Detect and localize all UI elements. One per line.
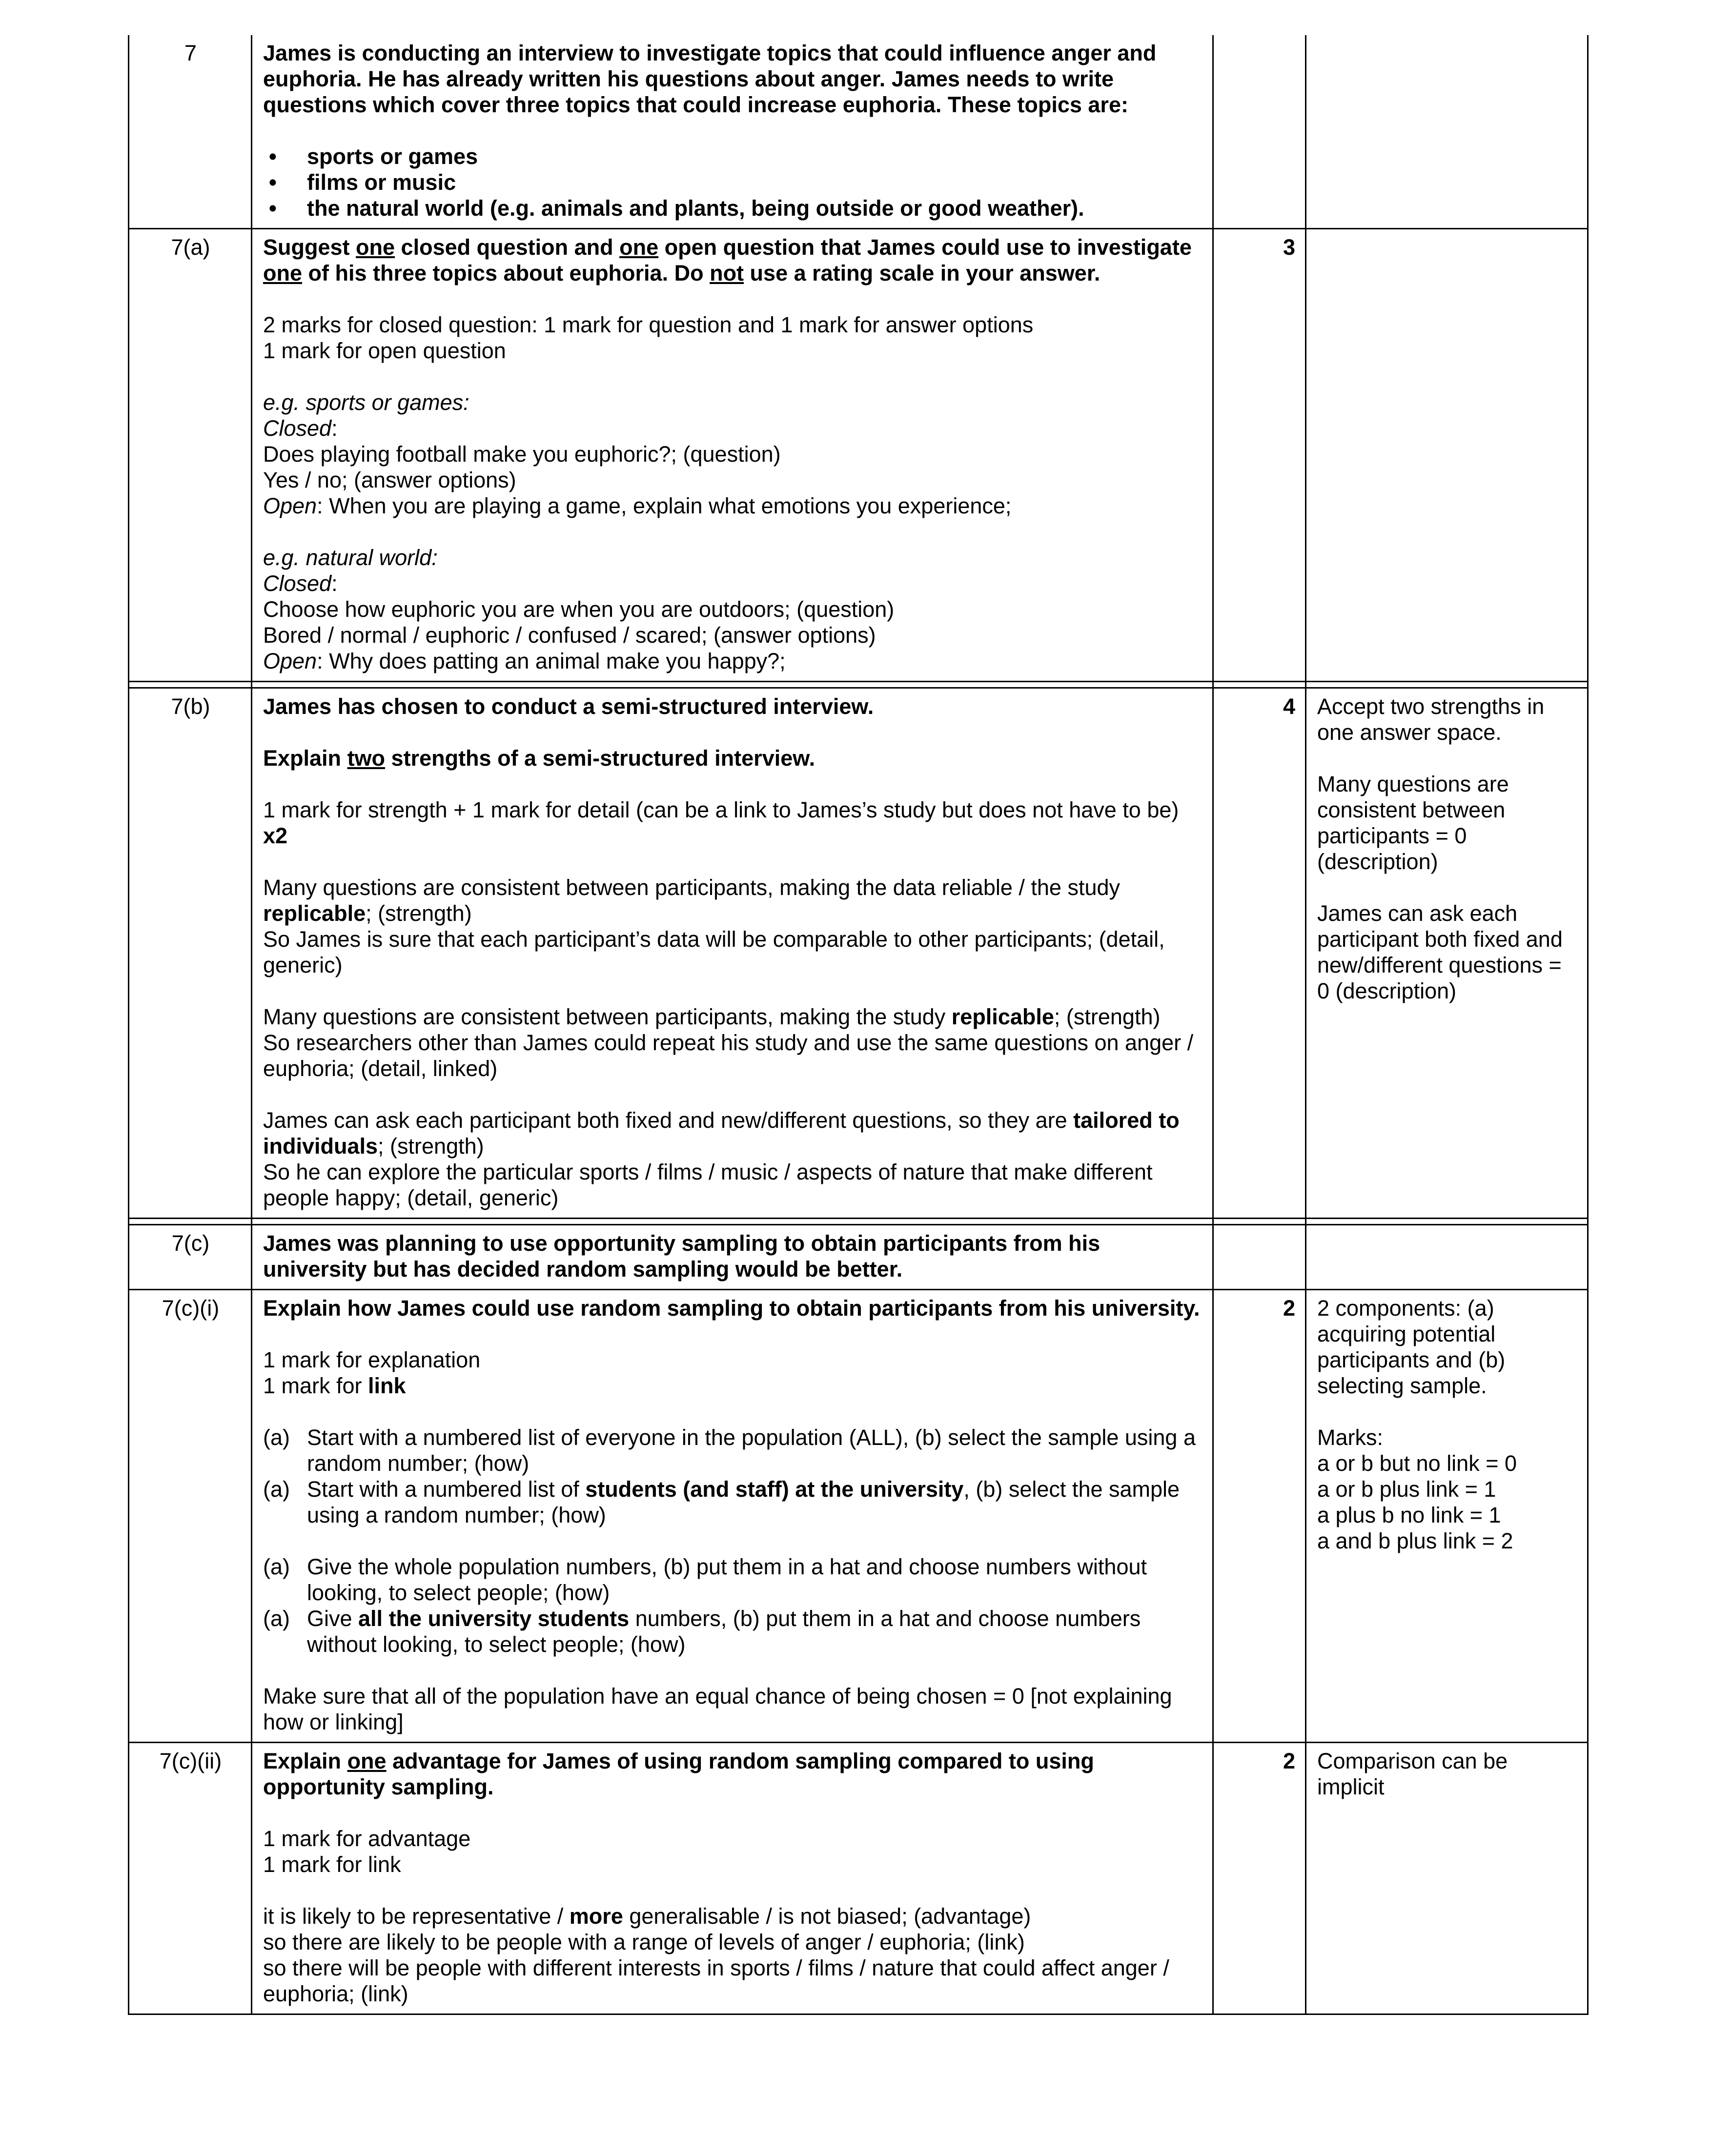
row-separator: [129, 1219, 1588, 1225]
answer-strength: James can ask each participant both fixed and new/different questions, so they are tailored to individuals; (strength): [263, 1108, 1180, 1159]
question-cell: [252, 35, 1213, 229]
mark-scheme-page: [128, 35, 1587, 2015]
guidance-text: Comparison can be implicit: [1317, 1749, 1508, 1799]
example-title: e.g. sports or games:: [263, 390, 469, 415]
answer-item: (a) Start with a numbered list of everyone in the population (ALL), (b) select the sample using a random number; (how): [263, 1425, 1196, 1476]
mark-rule: 1 mark for strength + 1 mark for detail (can be a link to James’s study but does not have to be): [263, 797, 1179, 822]
question-number: 7: [129, 35, 252, 229]
row-separator: [129, 682, 1588, 688]
guidance-cell: [1306, 1225, 1588, 1290]
answer-detail: So he can explore the particular sports / films / music / aspects of nature that make different people happy; (detail, generic): [263, 1159, 1153, 1210]
example-line: Yes / no; (answer options): [263, 468, 516, 492]
row-q7b: [129, 688, 1588, 1219]
topic-item: • sports or games: [263, 143, 1202, 169]
mark-multiplier: x2: [263, 823, 288, 848]
guidance-cell: [1306, 35, 1588, 229]
answer-item: (a) Give all the university students numbers, (b) put them in a hat and choose numbers without looking, to select people; (how): [263, 1606, 1141, 1657]
mark-rule: 2 marks for closed question: 1 mark for question and 1 mark for answer options: [263, 312, 1034, 337]
answer-advantage: it is likely to be representative / more generalisable / is not biased; (advantage): [263, 1904, 1031, 1929]
question-stem: James is conducting an interview to investigate topics that could influence anger and euphoria. He has already written his questions about anger. James needs to write questions which cover three topics that could increase euphoria. These topics are:: [263, 41, 1157, 117]
row-q7a: [129, 229, 1588, 682]
row-q7: [129, 35, 1588, 229]
question-text: Suggest one closed question and one open question that James could use to investigate one of his three topics about euphoria. Do not use a rating scale in your answer.: [263, 235, 1192, 285]
zero-mark-note: Make sure that all of the population have an equal chance of being chosen = 0 [not explaining how or linking]: [263, 1684, 1172, 1734]
answer-detail: So researchers other than James could repeat his study and use the same questions on anger / euphoria; (detail, linked): [263, 1030, 1194, 1081]
question-cell: [252, 1225, 1213, 1290]
mark-rule: 1 mark for explanation: [263, 1347, 481, 1372]
marks-cell: [1213, 1225, 1306, 1290]
guidance-text: 2 components: (a) acquiring potential participants and (b) selecting sample.: [1317, 1296, 1506, 1398]
mark-scheme-table: [128, 35, 1589, 2015]
mark-rule: 1 mark for open question: [263, 338, 506, 363]
mark-rule: 1 mark for link: [263, 1373, 406, 1398]
example-title: e.g. natural world:: [263, 545, 438, 570]
topic-list: [263, 143, 1202, 221]
answer-strength: Many questions are consistent between participants, making the data reliable / the study replicable; (strength): [263, 875, 1121, 926]
marks-cell: [1213, 35, 1306, 229]
example-line: Open: When you are playing a game, explain what emotions you experience;: [263, 493, 1012, 518]
question-stem: James has chosen to conduct a semi-structured interview.: [263, 694, 874, 719]
guidance-cell: [1306, 688, 1588, 1219]
guidance-cell: [1306, 1290, 1588, 1743]
question-stem: James was planning to use opportunity sampling to obtain participants from his university but has decided random sampling would be better.: [263, 1231, 1101, 1281]
marks-cell: 3: [1213, 229, 1306, 682]
example-line: Choose how euphoric you are when you are outdoors; (question): [263, 597, 895, 622]
marks-cell: 2: [1213, 1743, 1306, 2014]
question-number: 7(c)(i): [129, 1290, 252, 1743]
question-number: 7(a): [129, 229, 252, 682]
question-task: Explain two strengths of a semi-structured interview.: [263, 746, 815, 771]
example-line: Open: Why does patting an animal make you happy?;: [263, 649, 786, 673]
question-number: 7(c): [129, 1225, 252, 1290]
mark-rule: 1 mark for advantage: [263, 1826, 471, 1851]
question-number: 7(c)(ii): [129, 1743, 252, 2014]
answer-cell: [252, 229, 1213, 682]
guidance-text: a or b plus link = 1: [1317, 1477, 1496, 1502]
answer-link: so there will be people with different interests in sports / films / nature that could affect anger / euphoria; (link): [263, 1955, 1169, 2006]
guidance-text: Marks:: [1317, 1425, 1383, 1450]
topic-item: • the natural world (e.g. animals and plants, being outside or good weather).: [263, 195, 1202, 221]
question-task: Explain one advantage for James of using random sampling compared to using opportunity sampling.: [263, 1749, 1094, 1799]
answer-detail: So James is sure that each participant’s data will be comparable to other participants; (detail, generic): [263, 927, 1165, 977]
question-number: 7(b): [129, 688, 252, 1219]
guidance-text: a plus b no link = 1: [1317, 1503, 1501, 1527]
answer-item: (a) Start with a numbered list of students (and staff) at the university, (b) select the sample using a random number; (how): [263, 1477, 1180, 1527]
closed-label: Closed:: [263, 571, 338, 596]
guidance-text: Accept two strengths in one answer space.: [1317, 694, 1545, 745]
topic-item: • films or music: [263, 169, 1202, 195]
mark-rule: 1 mark for link: [263, 1852, 401, 1877]
answer-strength: Many questions are consistent between participants, making the study replicable; (strength): [263, 1004, 1161, 1029]
answer-item: (a) Give the whole population numbers, (b) put them in a hat and choose numbers without looking, to select people; (how): [263, 1554, 1147, 1605]
marks-cell: 2: [1213, 1290, 1306, 1743]
marks-cell: 4: [1213, 688, 1306, 1219]
example-line: Does playing football make you euphoric?; (question): [263, 442, 781, 467]
guidance-cell: [1306, 1743, 1588, 2014]
answer-cell: [252, 1743, 1213, 2014]
answer-cell: [252, 1290, 1213, 1743]
example-line: Bored / normal / euphoric / confused / scared; (answer options): [263, 623, 876, 648]
row-q7c: [129, 1225, 1588, 1290]
guidance-text: Many questions are consistent between participants = 0 (description): [1317, 772, 1509, 874]
row-q7cii: [129, 1743, 1588, 2014]
guidance-text: a or b but no link = 0: [1317, 1451, 1517, 1476]
closed-label: Closed:: [263, 416, 338, 441]
answer-link: so there are likely to be people with a range of levels of anger / euphoria; (link): [263, 1930, 1025, 1954]
answer-cell: [252, 688, 1213, 1219]
guidance-cell: [1306, 229, 1588, 682]
question-task: Explain how James could use random sampling to obtain participants from his university.: [263, 1296, 1200, 1321]
guidance-text: James can ask each participant both fixed and new/different questions = 0 (description): [1317, 901, 1563, 1003]
row-q7ci: [129, 1290, 1588, 1743]
guidance-text: a and b plus link = 2: [1317, 1528, 1513, 1553]
